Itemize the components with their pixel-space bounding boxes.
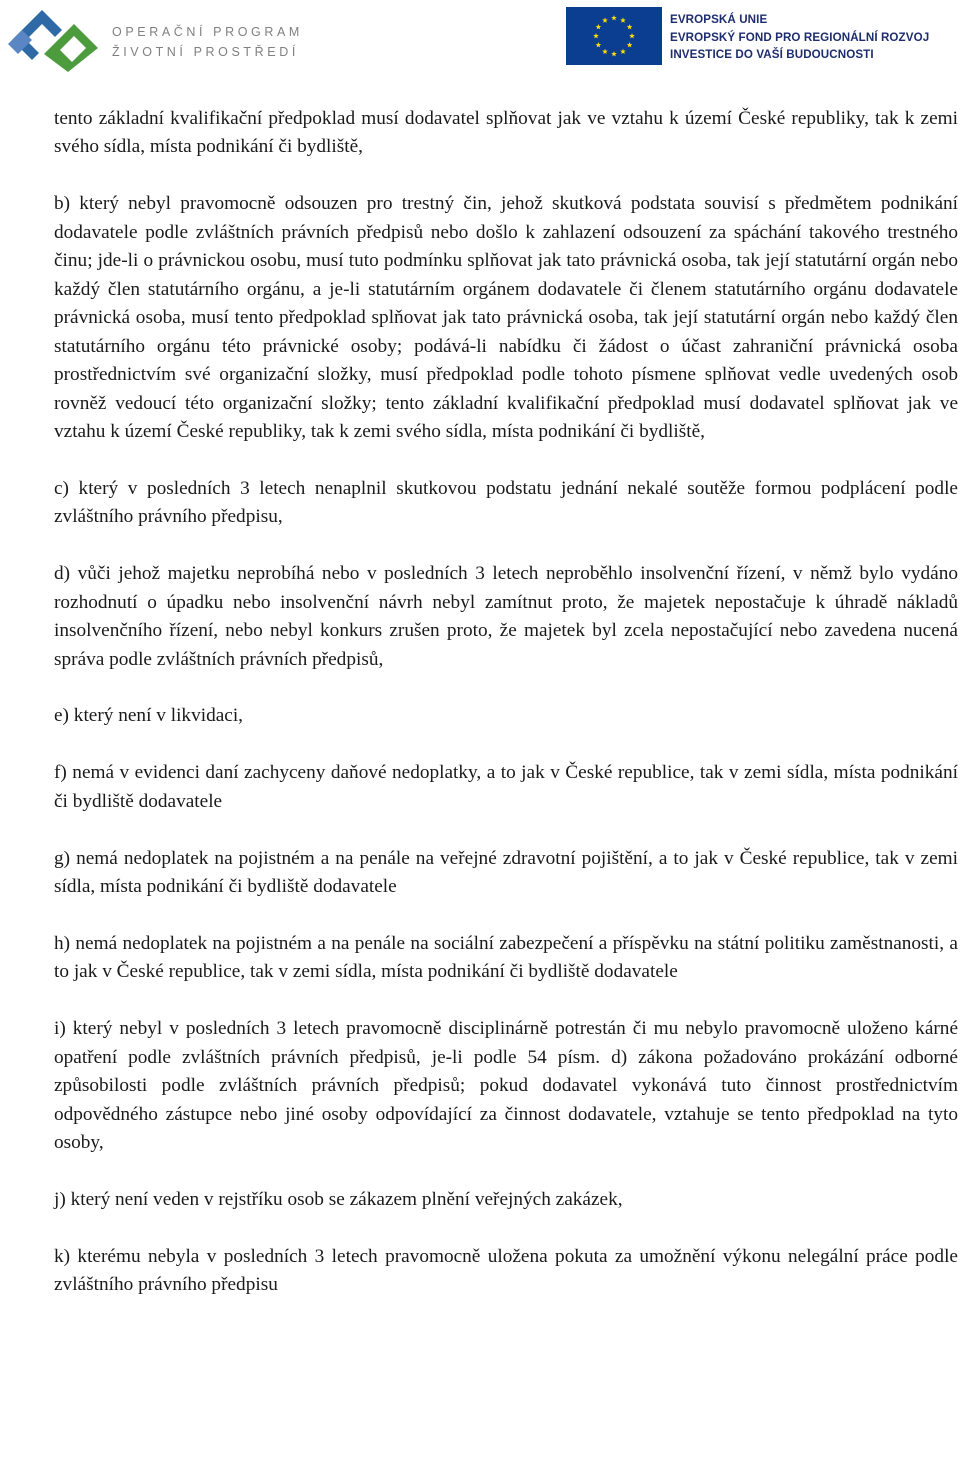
eu-flag-icon	[566, 7, 662, 65]
paragraph-j: j) který není veden v rejstříku osob se zákazem plnění veřejných zakázek,	[54, 1189, 623, 1211]
paragraph-c: c) který v posledních 3 letech nenaplnil skutkovou podstatu jednání nekalé soutěže formou podplácení podle zvláštního právního předpisu,	[54, 477, 958, 528]
paragraph-intro: tento základní kvalifikační předpoklad musí dodavatel splňovat jak ve vztahu k území České republiky, tak k zemi svého sídla, místa podnikání či bydliště,	[54, 108, 958, 158]
paragraph-k: k) kterému nebyla v posledních 3 letech pravomocně uložena pokuta za umožnění výkonu nelegální práce podle zvláštního právního předpisu	[54, 1245, 958, 1296]
paragraph-i: i) který nebyl v posledních 3 letech pravomocně disciplinárně potrestán či mu nebylo pravomocně uloženo kárné opatření podle zvláštních právních předpisů, je-li podle 54 písm. d) zákona požadováno prokázání odborné způsobilosti podle zvláštních právních předpisů; pokud dodavatel vykonává tuto činnost prostřednictvím odpovědného zástupce nebo jiné osoby odpovídající za činnost dodavatele, vztahuje se tento předpoklad na tyto osoby,	[54, 1018, 958, 1154]
document-body	[54, 105, 958, 1300]
page-header	[0, 0, 960, 70]
paragraph-g: g) nemá nedoplatek na pojistném a na penále na veřejné zdravotní pojištění, a to jak v České republice, tak v zemi sídla, místa podnikání či bydliště dodavatele	[54, 847, 958, 898]
program-line-2: ŽIVOTNÍ PROSTŘEDÍ	[112, 45, 299, 59]
paragraph-f: f) nemá v evidenci daní zachyceny daňové nedoplatky, a to jak v České republice, tak v zemi sídla, místa podnikání či bydliště dodavatele	[54, 762, 958, 812]
paragraph-d: d) vůči jehož majetku neprobíhá nebo v posledních 3 letech neproběhlo insolvenční řízení, v němž bylo vydáno rozhodnutí o úpadku nebo insolvenční návrh nebyl zamítnut proto, že majetek nepostačuje k úhradě nákladů insolvenčního řízení, nebo nebyl konkurs zrušen proto, že majetek byl zcela nepostačující nebo zavedena nucená správa podle zvláštních právních předpisů,	[54, 563, 958, 670]
program-line-1: OPERAČNÍ PROGRAM	[112, 25, 303, 39]
paragraph-b: b) který nebyl pravomocně odsouzen pro trestný čin, jehož skutková podstata souvisí s předmětem podnikání dodavatele podle zvláštních právních předpisů nebo došlo k zahlazení odsouzení za spáchání takového trestného činu; jde-li o právnickou osobu, musí tuto podmínku splňovat jak tato právnická osoba, tak její statutární orgán nebo každý člen statutárního orgánu, a je-li statutárním orgánem dodavatele či členem statutárního orgánu dodavatele právnická osoba, musí tento předpoklad splňovat jak tato právnická osoba, tak její statutární orgán nebo každý člen statutárního orgánu této právnické osoby; podává-li nabídku či žádost o účast zahraniční právnická osoba prostřednictvím své organizační složky, musí předpoklad podle tohoto písmene splňovat vedle uvedených osob rovněž vedoucí této organizační složky; tento základní kvalifikační předpoklad musí dodavatel splňovat jak ve vztahu k území České republiky, tak k zemi svého sídla, místa podnikání či bydliště,	[54, 193, 958, 442]
eu-line-2: EVROPSKÝ FOND PRO REGIONÁLNÍ ROZVOJ	[670, 30, 930, 44]
opzp-logo-icon	[4, 2, 104, 72]
eu-line-1: EVROPSKÁ UNIE	[670, 13, 768, 26]
eu-line-3: INVESTICE DO VAŠÍ BUDOUCNOSTI	[670, 48, 874, 61]
paragraph-e: e) který není v likvidaci,	[54, 705, 243, 727]
paragraph-h: h) nemá nedoplatek na pojistném a na penále na sociální zabezpečení a příspěvku na státní politiku zaměstnanosti, a to jak v České republice, tak v zemi sídla, místa podnikání či bydliště dodavatele	[54, 933, 958, 983]
eu-funding-text	[670, 11, 929, 64]
program-name	[112, 22, 303, 62]
